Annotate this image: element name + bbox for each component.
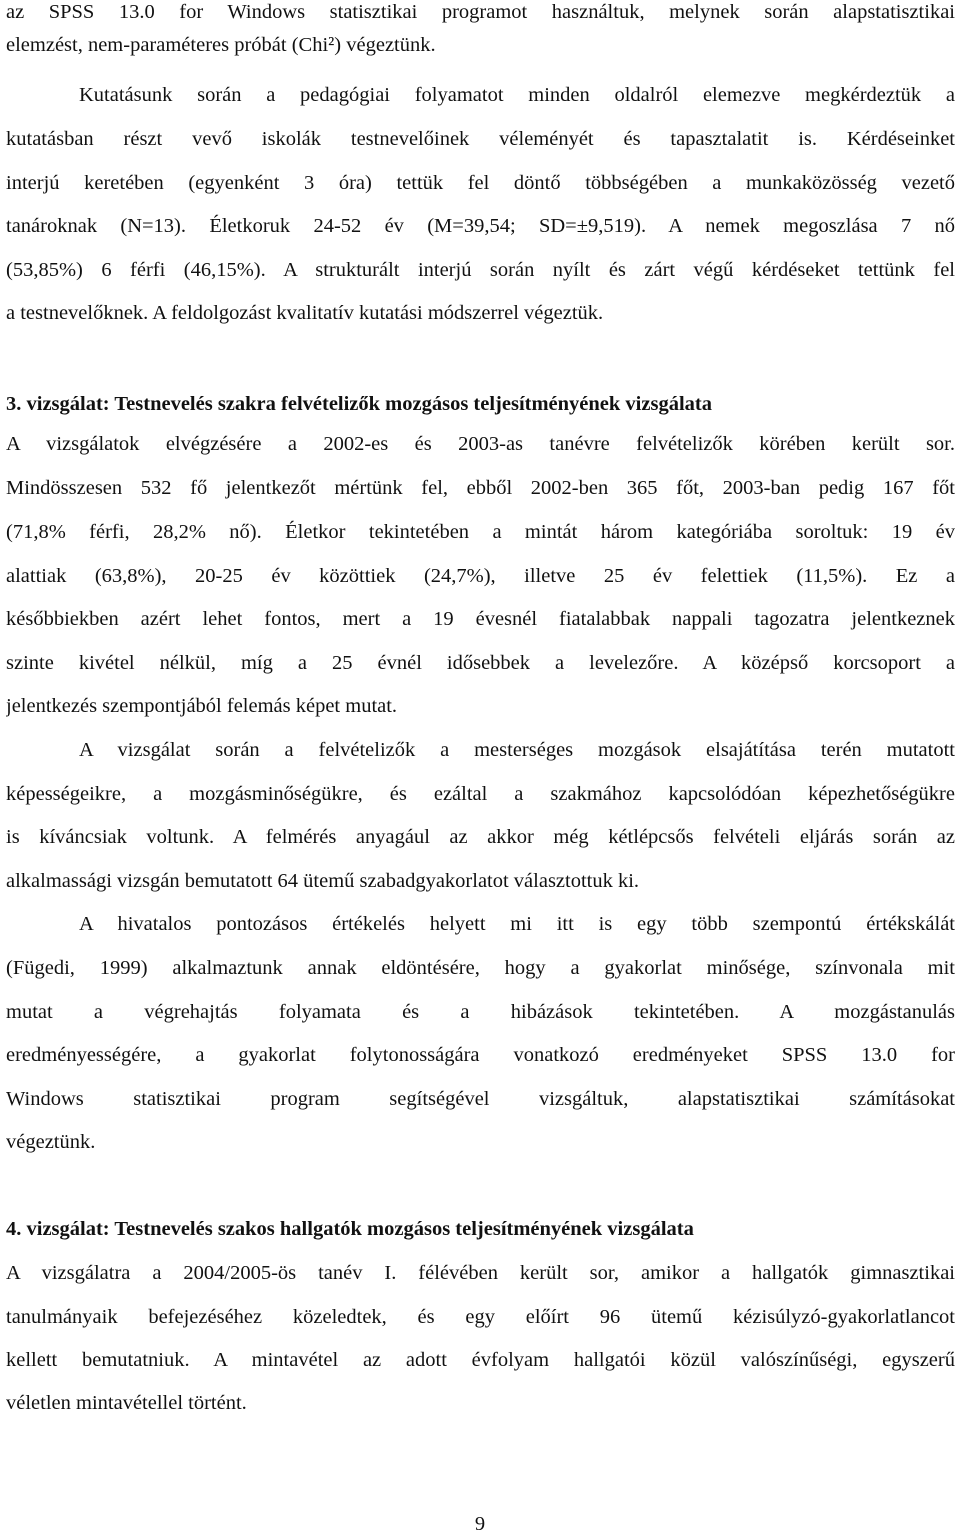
text-line: (53,85%) 6 férfi (46,15%). A strukturált interjú során nyílt és zárt végű kérdéseket tettünk fel bbox=[6, 259, 955, 281]
text-line: Kutatásunk során a pedagógiai folyamatot minden oldalról elemezve megkérdeztük a bbox=[79, 84, 955, 106]
text-line: későbbiekben azért lehet fontos, mert a 19 évesnél fiatalabbak nappali tagozatra jelentkeznek bbox=[6, 608, 955, 630]
text-line: mutat a végrehajtás folyamata és a hibázások tekintetében. A mozgástanulás bbox=[6, 1001, 955, 1023]
section-heading: 4. vizsgálat: Testnevelés szakos hallgatók mozgásos teljesítményének vizsgálata bbox=[6, 1218, 694, 1240]
text-line: képességeikre, a mozgásminőségükre, és ezáltal a szakmához kapcsolódóan képezhetőségükre bbox=[6, 783, 955, 805]
text-line: Windows statisztikai program segítségével vizsgáltuk, alapstatisztikai számításokat bbox=[6, 1088, 955, 1110]
text-line: Mindösszesen 532 fő jelentkezőt mértünk fel, ebből 2002-ben 365 főt, 2003-ban pedig 167 főt bbox=[6, 477, 955, 499]
text-line: (Fügedi, 1999) alkalmaztunk annak eldöntésére, hogy a gyakorlat minősége, színvonala mit bbox=[6, 957, 955, 979]
text-line: elemzést, nem-paraméteres próbát (Chi²) végeztünk. bbox=[6, 34, 436, 56]
text-line: tanulmányaik befejezéséhez közeledtek, és egy előírt 96 ütemű kézisúlyzó-gyakorlatlancot bbox=[6, 1306, 955, 1328]
text-line: (71,8% férfi, 28,2% nő). Életkor tekintetében a mintát három kategóriába soroltuk: 19 év bbox=[6, 521, 955, 543]
text-line: alkalmassági vizsgán bemutatott 64 ütemű szabadgyakorlatot választottuk ki. bbox=[6, 870, 640, 892]
text-line: eredményességére, a gyakorlat folytonosságára vonatkozó eredményeket SPSS 13.0 for bbox=[6, 1044, 955, 1066]
text-line: végeztünk. bbox=[6, 1131, 96, 1153]
text-line: a testnevelőknek. A feldolgozást kvalitatív kutatási módszerrel végeztük. bbox=[6, 302, 604, 324]
text-line: véletlen mintavétellel történt. bbox=[6, 1392, 247, 1414]
text-line: A vizsgálatra a 2004/2005-ös tanév I. félévében került sor, amikor a hallgatók gimnasztikai bbox=[6, 1262, 955, 1284]
text-line: is kíváncsiak voltunk. A felmérés anyagául az akkor még kétlépcsős felvételi eljárás során az bbox=[6, 826, 955, 848]
page-number: 9 bbox=[474, 1513, 486, 1535]
text-line: jelentkezés szempontjából felemás képet mutat. bbox=[6, 695, 398, 717]
text-line: az SPSS 13.0 for Windows statisztikai programot használtuk, melynek során alapstatisztikai bbox=[6, 1, 955, 23]
text-line: A vizsgálatok elvégzésére a 2002-es és 2003-as tanévre felvételizők körében került sor. bbox=[6, 433, 955, 455]
section-heading: 3. vizsgálat: Testnevelés szakra felvételizők mozgásos teljesítményének vizsgálata bbox=[6, 393, 712, 415]
text-line: kellett bemutatniuk. A mintavétel az adott évfolyam hallgatói közül valószínűségi, egyszerű bbox=[6, 1349, 955, 1371]
text-line: A hivatalos pontozásos értékelés helyett mi itt is egy több szempontú értékskálát bbox=[79, 913, 955, 935]
text-line: A vizsgálat során a felvételizők a mesterséges mozgások elsajátítása terén mutatott bbox=[79, 739, 955, 761]
text-line: alattiak (63,8%), 20-25 év közöttiek (24,7%), illetve 25 év felettiek (11,5%). Ez a bbox=[6, 565, 955, 587]
text-line: interjú keretében (egyenként 3 óra) tettük fel döntő többségében a munkaközösség vezető bbox=[6, 172, 955, 194]
text-line: szinte kivétel nélkül, míg a 25 évnél idősebbek a levelezőre. A középső korcsoport a bbox=[6, 652, 955, 674]
text-line: kutatásban részt vevő iskolák testnevelőinek véleményét és tapasztalatit is. Kérdéseinket bbox=[6, 128, 955, 150]
text-line: tanároknak (N=13). Életkoruk 24-52 év (M=39,54; SD=±9,519). A nemek megoszlása 7 nő bbox=[6, 215, 955, 237]
